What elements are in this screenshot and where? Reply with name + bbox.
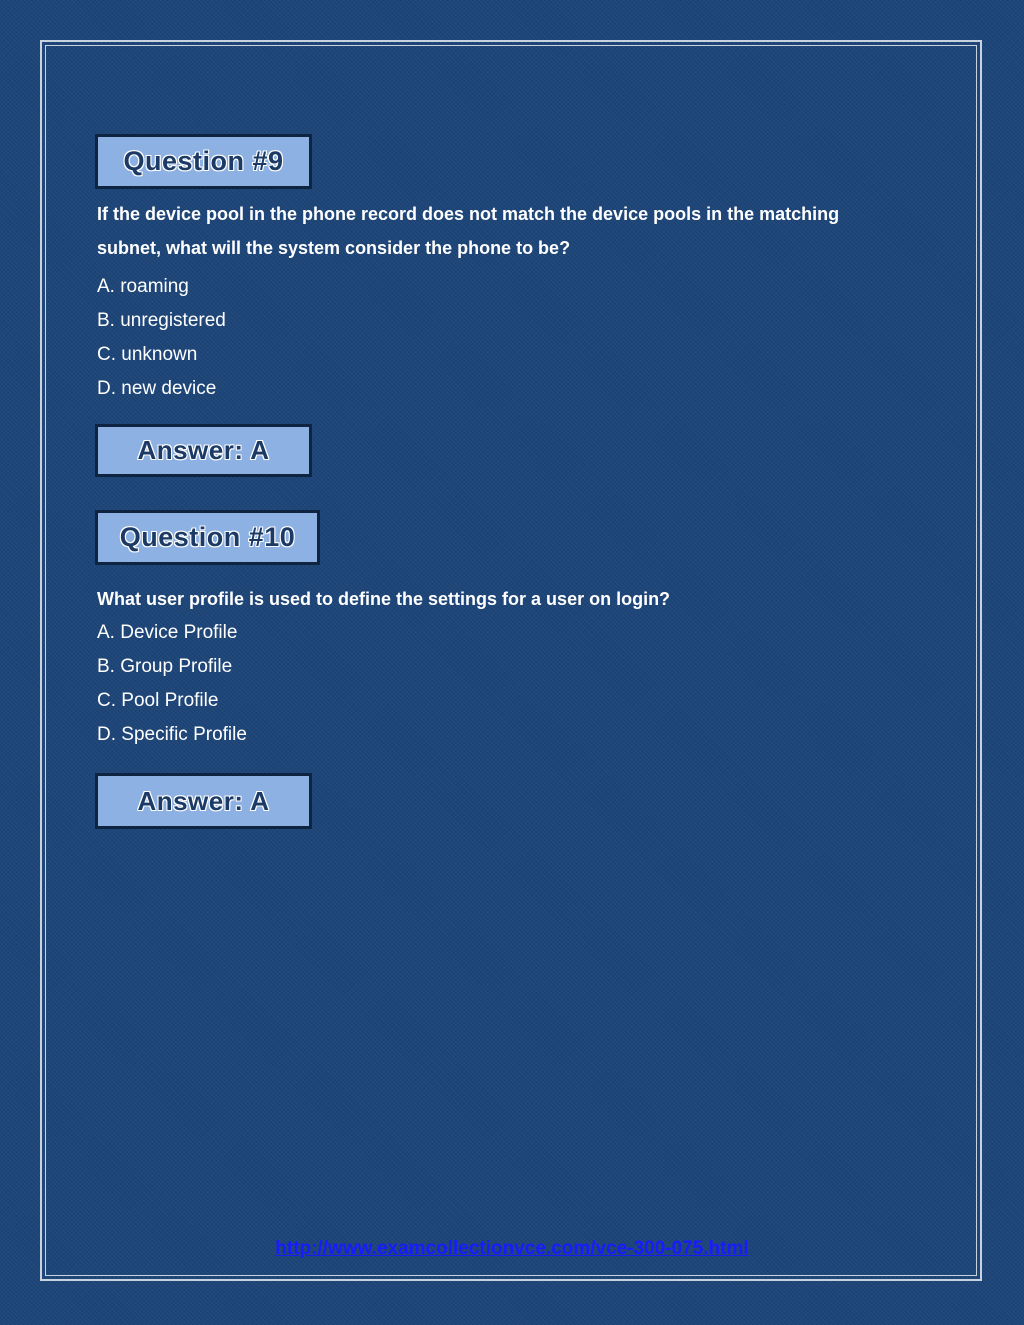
question-9-badge: [95, 134, 312, 189]
question-9-option-c: C. unknown: [97, 344, 198, 365]
question-10-answer-label: Answer: A: [137, 785, 270, 816]
question-10-text: What user profile is used to define the settings for a user on login?: [97, 589, 671, 609]
question-9-text: If the device pool in the phone record does not match the device pools in the matching subnet, what will the system consider the phone to be?: [97, 204, 840, 258]
question-10-badge: [95, 510, 320, 565]
question-9-option-b: B. unregistered: [97, 310, 226, 331]
question-10-option-d: D. Specific Profile: [97, 724, 247, 745]
question-9-badge-label: Question #9: [123, 146, 284, 176]
question-9-answer-badge: [95, 424, 312, 477]
question-10-answer-badge: [95, 773, 312, 829]
question-10-badge-label: Question #10: [119, 522, 296, 552]
question-9-option-a: A. roaming: [97, 276, 189, 297]
question-10-option-b: B. Group Profile: [97, 656, 233, 677]
footer-link[interactable]: http://www.examcollectionvce.com/vce-300-075.html: [275, 1238, 749, 1259]
question-9-answer-label: Answer: A: [137, 435, 270, 465]
question-10-option-a: A. Device Profile: [97, 622, 238, 643]
question-10-option-c: C. Pool Profile: [97, 690, 219, 711]
question-9-option-d: D. new device: [97, 378, 217, 399]
